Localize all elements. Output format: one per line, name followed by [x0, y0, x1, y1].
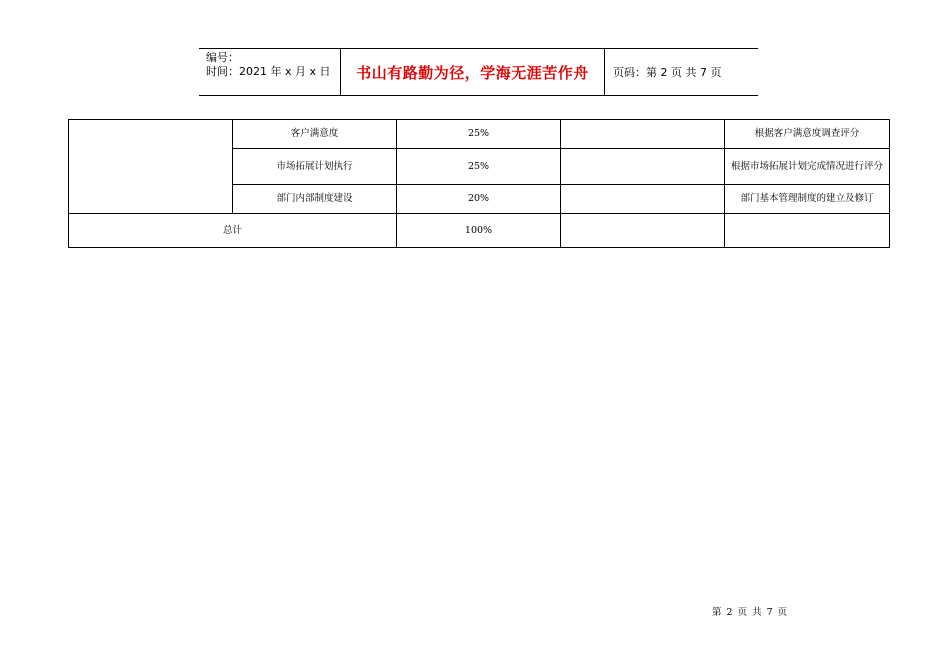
total-note: [725, 214, 890, 248]
note-cell: 根据客户满意度调查评分: [725, 120, 890, 149]
assessment-table: [68, 119, 890, 248]
page-footer: 第 2 页 共 7 页: [712, 607, 789, 618]
total-blank: [561, 214, 725, 248]
weight-cell: 25%: [397, 149, 561, 185]
header-page-cell: [605, 49, 758, 95]
header-page-info: 页码：第 2 页 共 7 页: [613, 66, 722, 79]
date-label: 时间：2021 年 x 月 x 日: [206, 65, 331, 78]
blank-cell: [561, 185, 725, 214]
blank-cell: [561, 149, 725, 185]
table-row: [69, 120, 890, 149]
total-label: 总计: [69, 214, 397, 248]
weight-cell: 25%: [397, 120, 561, 149]
category-cell: [69, 120, 233, 214]
code-label: 编号：: [206, 51, 239, 64]
item-cell: 部门内部制度建设: [233, 185, 397, 214]
motto-text: 书山有路勤为径，学海无涯苦作舟: [356, 63, 589, 82]
item-cell: 客户满意度: [233, 120, 397, 149]
page-header: [199, 48, 758, 96]
total-weight: 100%: [397, 214, 561, 248]
header-motto-cell: [341, 49, 605, 95]
note-cell: 根据市场拓展计划完成情况进行评分: [725, 149, 890, 185]
blank-cell: [561, 120, 725, 149]
item-cell: 市场拓展计划执行: [233, 149, 397, 185]
total-row: [69, 214, 890, 248]
header-meta: [199, 49, 341, 95]
weight-cell: 20%: [397, 185, 561, 214]
note-cell: 部门基本管理制度的建立及修订: [725, 185, 890, 214]
